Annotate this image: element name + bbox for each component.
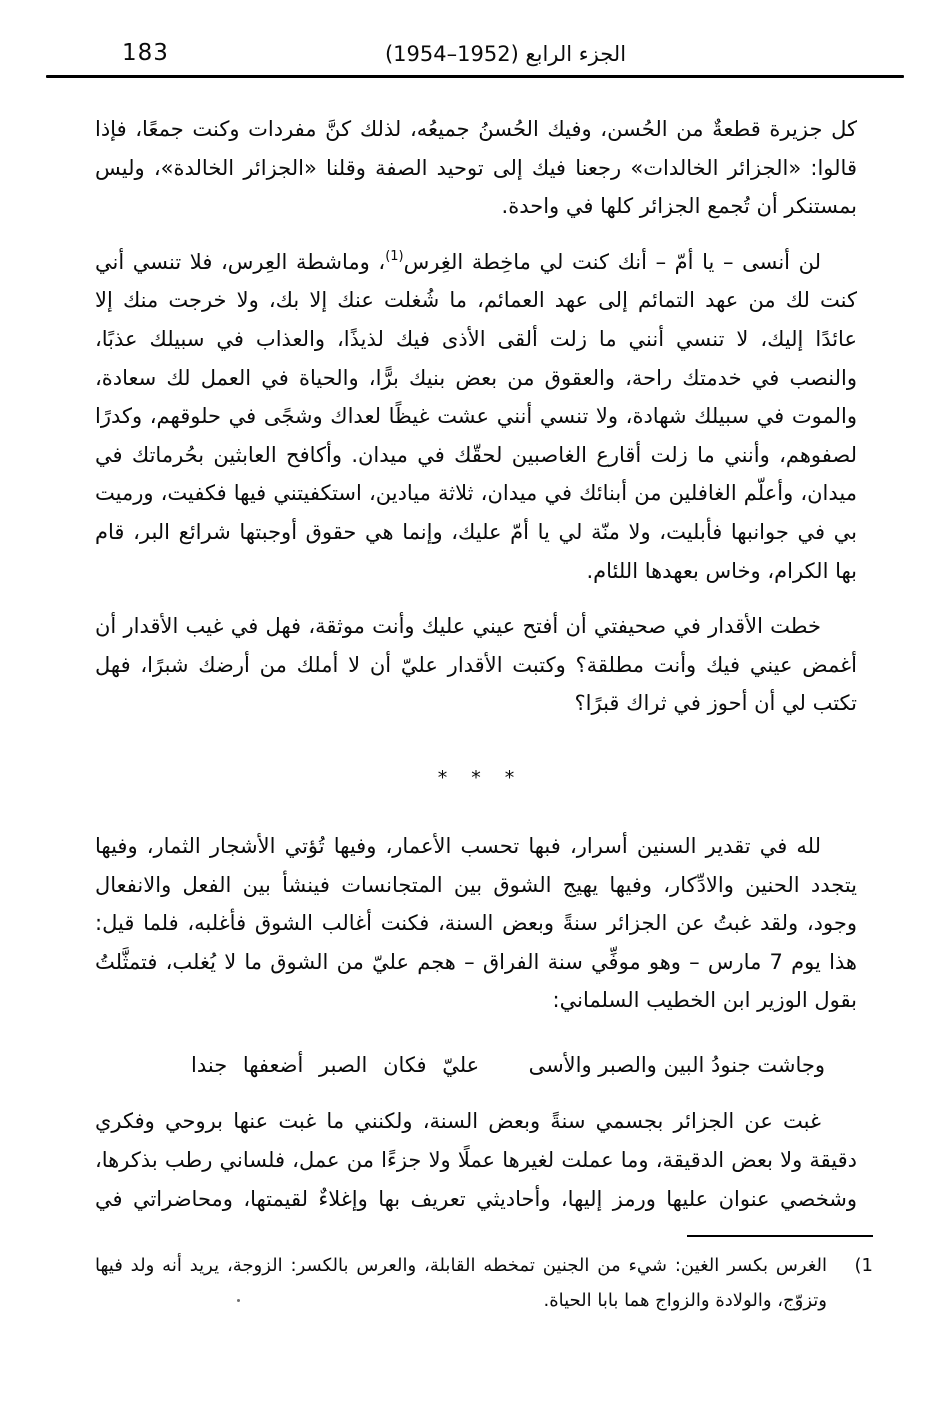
text-line: كل جزيرة قطعةٌ من الحُسن، وفيك الحُسنُ جميعُه، لذلك كنَّ مفردات وكنت جمعًا، فإذا bbox=[95, 117, 857, 141]
text-line: ميدان، وأعلّم الغافلين من أبنائك في ميدان، ثلاثة ميادين، استكفيتني فيها فكفيت، ورميت bbox=[95, 481, 857, 506]
text-line: بقول الوزير ابن الخطيب السلماني: bbox=[552, 988, 857, 1013]
paragraph bbox=[95, 243, 857, 590]
page-body bbox=[95, 110, 873, 1318]
header-rule bbox=[46, 75, 904, 78]
page-number: 183 bbox=[122, 40, 169, 66]
text-line: لن أنسى – يا أمّ – أنك كنت لي ماخِطة الغِرس$^{(1)}$، وماشطة العِرس، فلا تنسي أني bbox=[95, 248, 821, 274]
text-line: قالوا: «الجزائر الخالدات» رجعنا فيك إلى توحيد الصفة وقلنا «الجزائر الخالدة»، وليس bbox=[95, 155, 857, 180]
text-line: غبت عن الجزائر بجسمي سنةً وبعض السنة، ولكنني ما غبت عنها بروحي وفكري bbox=[95, 1109, 821, 1134]
text-line: يتجدد الحنين والادِّكار، وفيها يهيج الشوق بين المتجانسات فينشأ بين الفعل والانفعال bbox=[95, 872, 857, 897]
footnote-line: وتزوّج، والولادة والزواج هما بابا الحياة. bbox=[543, 1290, 827, 1312]
text-line: خطت الأقدار في صحيفتي أن أفتح عيني عليك وأنت موثقة، فهل في غيب الأقدار أن bbox=[95, 614, 821, 639]
verse-first-hemistich: وجاشت جنودُ البين والصبر والأسى bbox=[528, 1052, 825, 1077]
footnote-marker: 1) bbox=[854, 1255, 873, 1277]
text-line: لله في تقدير السنين أسرار، فبها تحسب الأعمار، وفيها تُؤتي الأشجار الثمار، وفيها bbox=[95, 833, 821, 858]
text-line: والموت في سبيلك شهادة، ولا تنسي أنني عشت غيظًا لعداك وشجًى في حلوقهم، وكدرًا bbox=[95, 404, 857, 429]
text-line: دقيقة ولا بعض الدقيقة، وما عملت لغيرها عملًا ولا جزءًا من عمل، فلساني رطب بذكرها، bbox=[95, 1148, 857, 1173]
paragraph bbox=[95, 607, 857, 723]
text-line: بي في جوانبها فأبليت، ولا منّة لي يا أمّ عليك، وإنما هي حقوق أوجبتها شرائع البر، قام bbox=[95, 519, 857, 544]
text-line: تكتب لي أن أحوز في ثراك قبرًا؟ bbox=[574, 691, 857, 716]
paragraph bbox=[95, 1102, 857, 1218]
paragraph bbox=[95, 827, 857, 1020]
text-line: أغمض عيني فيك وأنت مطلقة؟ وكتبت الأقدار عليّ أن لا أملك من أرضك شبرًا، فهل bbox=[95, 652, 857, 677]
footnote bbox=[95, 1248, 873, 1318]
text-line: والنصب في خدمتك راحة، والعقوق من بعض بنيك برًّا، والحياة في العمل لك سعادة، bbox=[95, 365, 857, 390]
footnote-line: الغرس بكسر الغين: شيء من الجنين تمخطه القابلة، والعرس بالكسر: الزوجة، يريد أنه ولد فيها bbox=[95, 1255, 827, 1277]
text-line: عائدًا إليك، لا تنسي أنني ما زلت ألقى الأذى فيك لذيذًا، والعذاب في سبيلك عذبًا، bbox=[95, 326, 857, 351]
footnote-text bbox=[95, 1248, 827, 1318]
text-line: وجود، ولقد غبتُ عن الجزائر سنةً وبعض السنة، فكنت أغالب الشوق فأغلبه، فلما قيل: bbox=[95, 911, 857, 936]
text-line: بها الكرام، وخاس بعهدها اللئام. bbox=[586, 558, 857, 583]
scan-artifact-dot bbox=[237, 1299, 240, 1302]
text-line: وشخصي عنوان عليها ورمز إليها، وأحاديثي تعريف بها وإغلاءٌ لقيمتها، ومحاضراتي في bbox=[95, 1186, 857, 1211]
text-line: هذا يوم 7 مارس – وهو موفِّي سنة الفراق – هجم عليّ من الشوق ما لا يُغلب، فتمثَّلتُ bbox=[95, 949, 857, 974]
verse-line bbox=[95, 1046, 857, 1085]
verse-second-hemistich: عليّ فكان الصبر أضعفها جندا bbox=[191, 1052, 480, 1077]
paragraph bbox=[95, 110, 857, 226]
section-break-stars: * * * bbox=[437, 766, 515, 789]
footnote-ref: (1) bbox=[385, 248, 404, 264]
text-line: لصفوهم، وأنني ما زلت أقارع الغاصبين لحقّك في ميدان. وأكافح العابثين بحُرماتك في bbox=[95, 442, 857, 467]
text-blocks bbox=[95, 110, 857, 1218]
footnote-separator-rule bbox=[687, 1235, 873, 1237]
text-line: بمستنكر أن تُجمع الجزائر كلها في واحدة. bbox=[501, 194, 857, 219]
page-header-title: الجزء الرابع (1952–1954) bbox=[384, 42, 627, 66]
text-line: كنت لك من عهد التمائم إلى عهد العمائم، ما شُغلت عنك إلا بك، ولا خرجت منك إلا bbox=[95, 288, 857, 313]
